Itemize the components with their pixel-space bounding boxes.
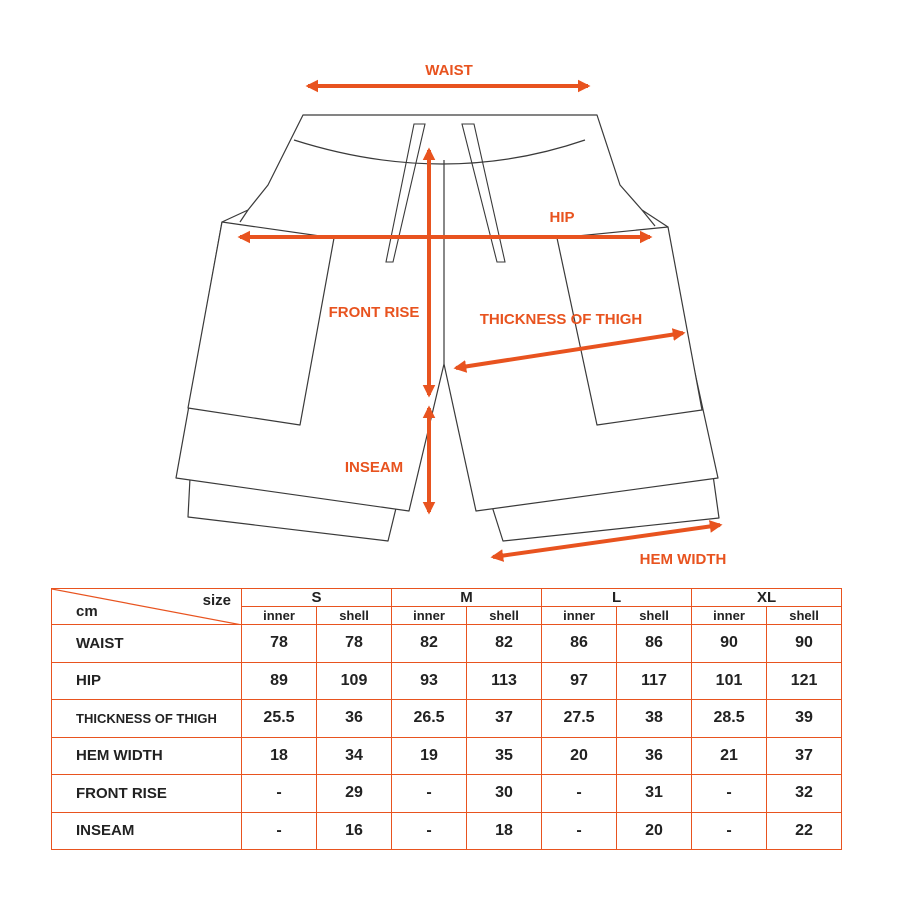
table-cell: 90 [692, 625, 767, 663]
table-cell: - [692, 775, 767, 813]
table-cell: - [392, 812, 467, 850]
subheader-shell: shell [767, 607, 842, 625]
table-cell: 18 [467, 812, 542, 850]
table-cell: 78 [242, 625, 317, 663]
table-row-hem-width [52, 737, 842, 775]
table-row-thickness-of-thigh [52, 700, 842, 738]
table-cell: 29 [317, 775, 392, 813]
table-cell: 18 [242, 737, 317, 775]
hip-label: HIP [549, 209, 575, 226]
subheader-inner: inner [692, 607, 767, 625]
size-chart-table [51, 588, 842, 850]
table-cell: - [242, 775, 317, 813]
table-cell: 39 [767, 700, 842, 738]
hem-width-label: HEM WIDTH [639, 551, 727, 568]
table-cell: - [542, 775, 617, 813]
thickness-of-thigh-label: THICKNESS OF THIGH [479, 311, 643, 328]
row-label: HIP [52, 662, 242, 700]
corner-size-label: size [202, 592, 231, 609]
table-cell: 86 [542, 625, 617, 663]
table-cell: 90 [767, 625, 842, 663]
row-label: HEM WIDTH [52, 737, 242, 775]
table-cell: 25.5 [242, 700, 317, 738]
table-cell: 89 [242, 662, 317, 700]
table-cell: - [692, 812, 767, 850]
table-cell: 32 [767, 775, 842, 813]
table-cell: 19 [392, 737, 467, 775]
table-cell: 117 [617, 662, 692, 700]
table-cell: 22 [767, 812, 842, 850]
table-row-waist [52, 625, 842, 663]
table-cell: 34 [317, 737, 392, 775]
row-label: WAIST [52, 625, 242, 663]
table-cell: 20 [542, 737, 617, 775]
table-cell: 101 [692, 662, 767, 700]
table-corner-cell [52, 589, 242, 625]
table-cell: 35 [467, 737, 542, 775]
subheader-inner: inner [542, 607, 617, 625]
table-cell: 113 [467, 662, 542, 700]
table-cell: 31 [617, 775, 692, 813]
table-cell: 27.5 [542, 700, 617, 738]
table-cell: 97 [542, 662, 617, 700]
subheader-shell: shell [317, 607, 392, 625]
table-cell: 36 [617, 737, 692, 775]
table-cell: 26.5 [392, 700, 467, 738]
row-label: INSEAM [52, 812, 242, 850]
row-label: FRONT RISE [52, 775, 242, 813]
table-cell: 37 [767, 737, 842, 775]
subheader-shell: shell [467, 607, 542, 625]
front-rise-label: FRONT RISE [328, 304, 420, 321]
table-cell: 78 [317, 625, 392, 663]
inseam-label: INSEAM [344, 459, 404, 476]
table-cell: 93 [392, 662, 467, 700]
table-row-hip [52, 662, 842, 700]
corner-unit-label: cm [76, 603, 98, 620]
table-cell: 28.5 [692, 700, 767, 738]
table-cell: 82 [392, 625, 467, 663]
subheader-inner: inner [392, 607, 467, 625]
size-header-xl: XL [692, 589, 842, 607]
table-cell: 37 [467, 700, 542, 738]
table-cell: 38 [617, 700, 692, 738]
subheader-inner: inner [242, 607, 317, 625]
table-cell: 20 [617, 812, 692, 850]
size-header-l: L [542, 589, 692, 607]
table-cell: 121 [767, 662, 842, 700]
table-cell: - [392, 775, 467, 813]
table-cell: 16 [317, 812, 392, 850]
table-row-front-rise [52, 775, 842, 813]
table-cell: 82 [467, 625, 542, 663]
table-cell: 86 [617, 625, 692, 663]
table-cell: 36 [317, 700, 392, 738]
table-cell: - [542, 812, 617, 850]
size-header-m: M [392, 589, 542, 607]
table-cell: - [242, 812, 317, 850]
row-label: THICKNESS OF THIGH [52, 700, 242, 738]
size-header-s: S [242, 589, 392, 607]
table-cell: 21 [692, 737, 767, 775]
waist-label: WAIST [425, 62, 473, 79]
table-cell: 30 [467, 775, 542, 813]
table-row-inseam [52, 812, 842, 850]
table-cell: 109 [317, 662, 392, 700]
subheader-shell: shell [617, 607, 692, 625]
